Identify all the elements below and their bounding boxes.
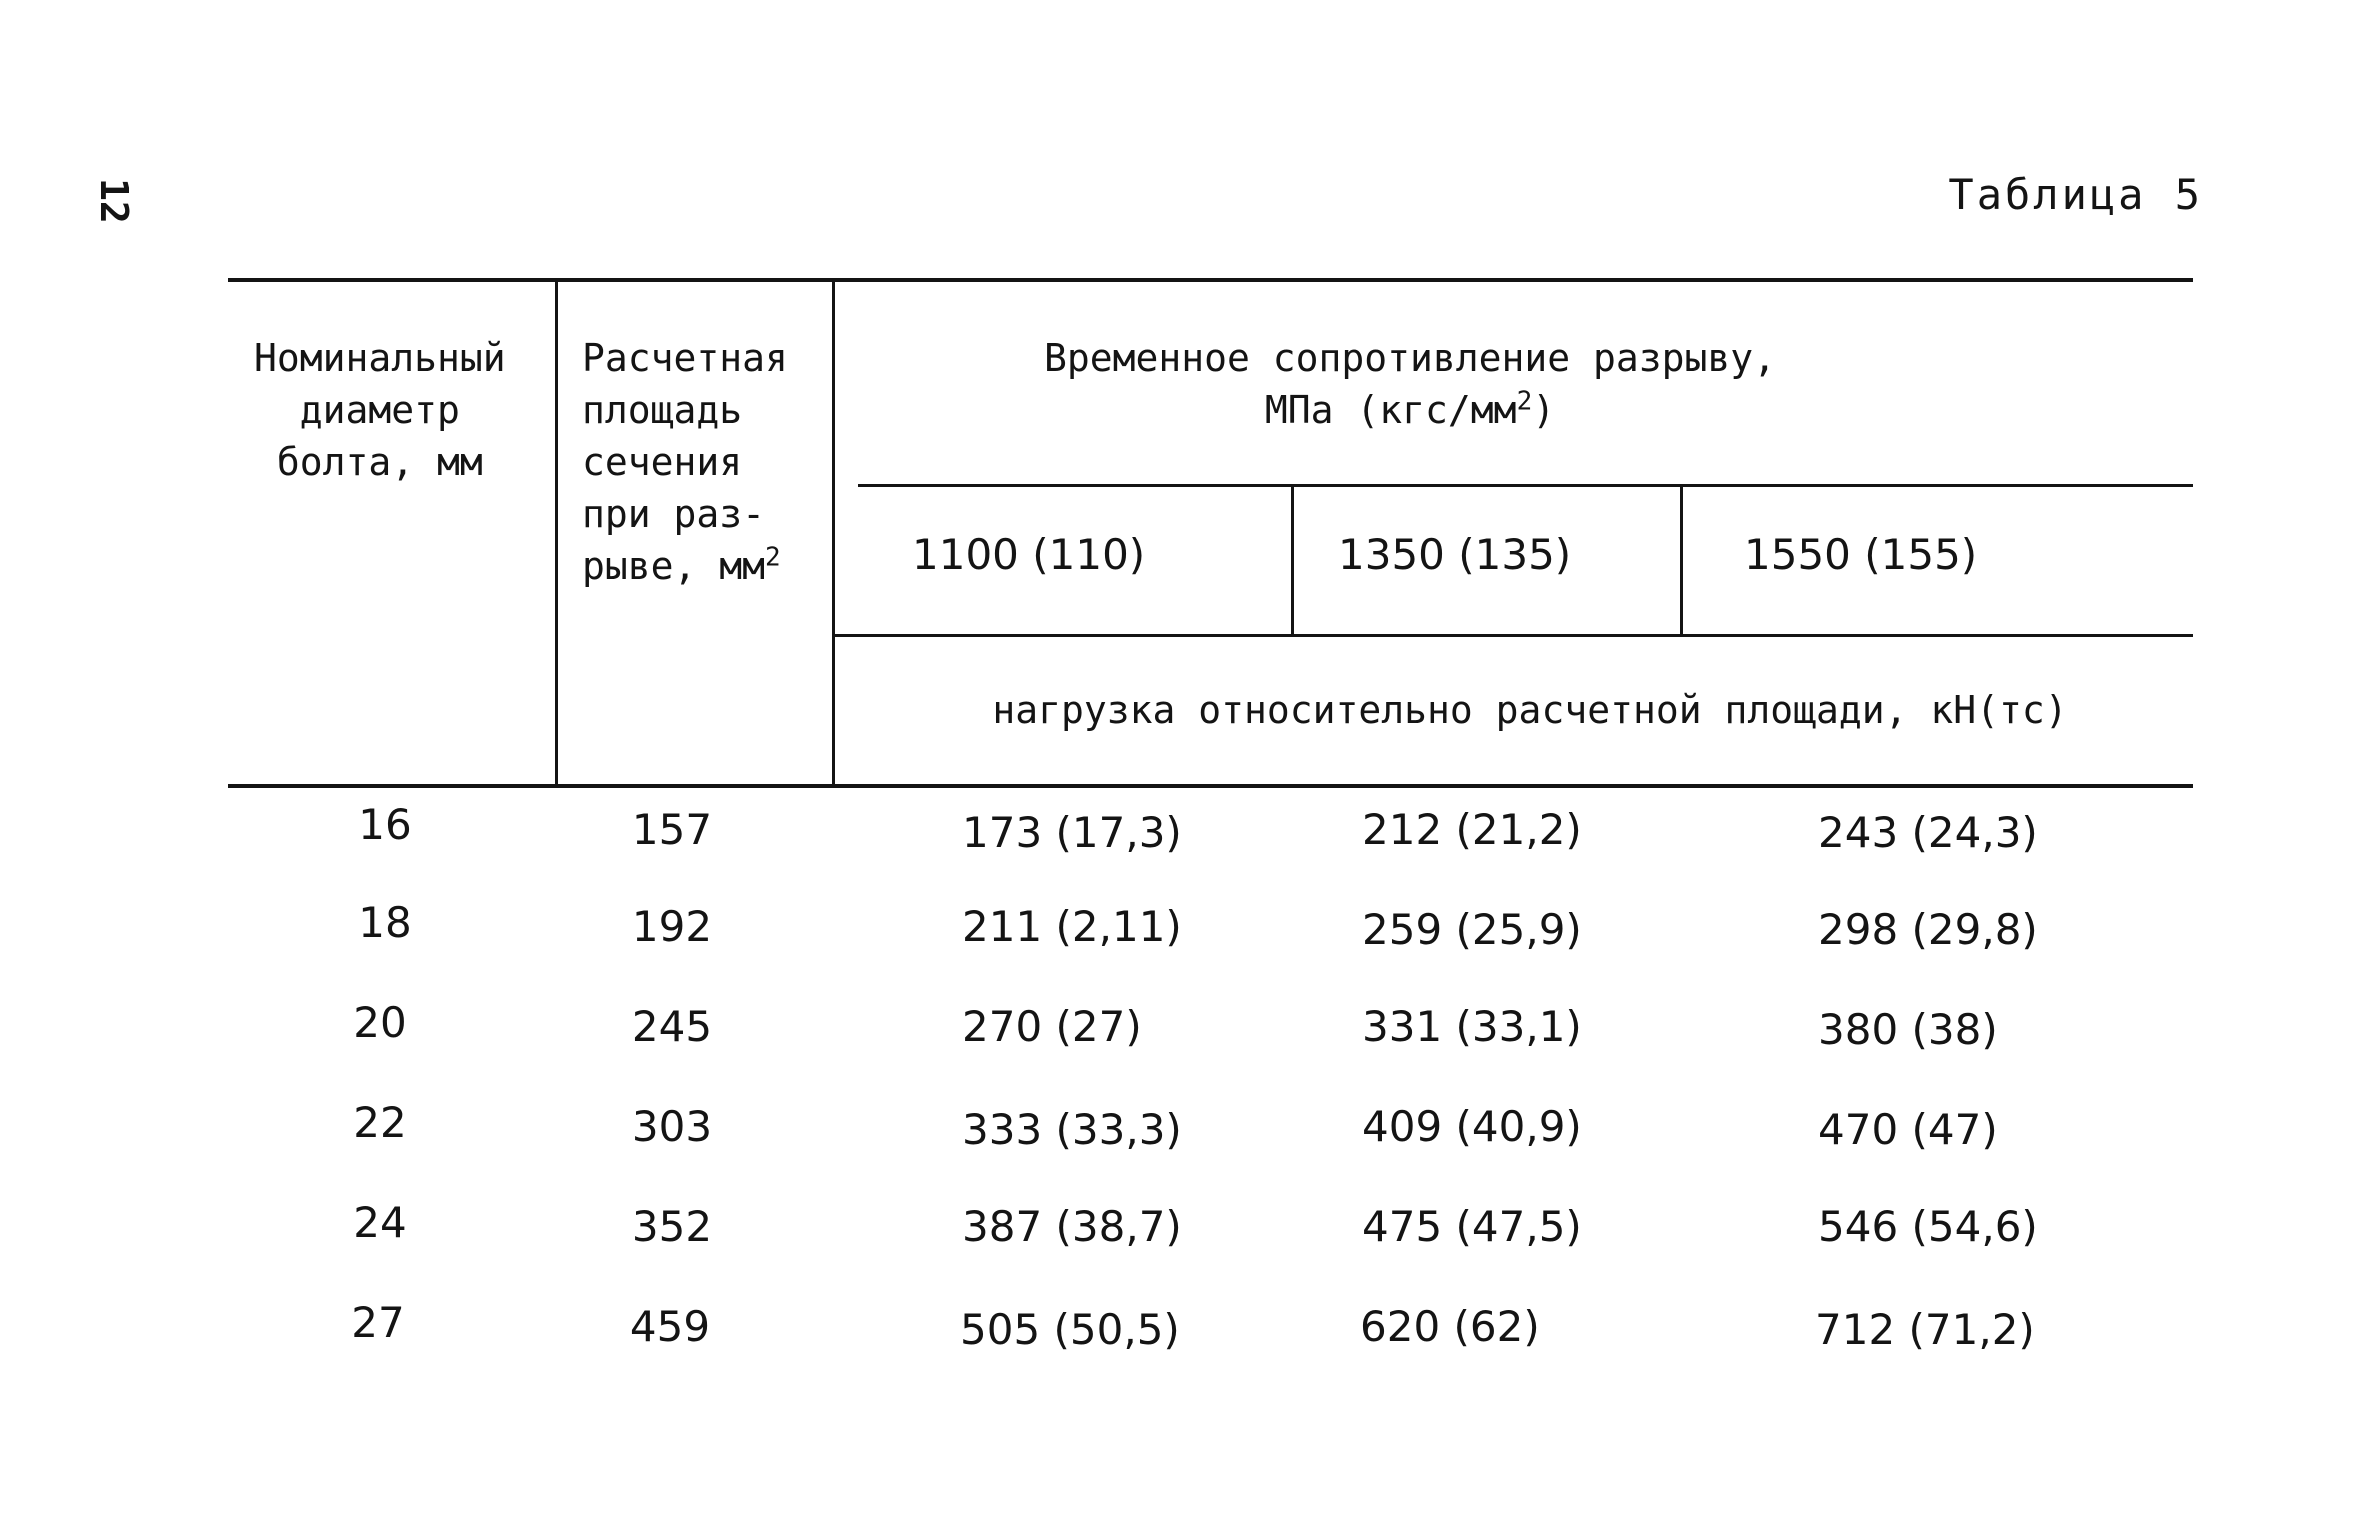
cell-load-1100: 173 (17,3) (962, 808, 1182, 857)
cell-load-1100: 270 (27) (962, 1002, 1142, 1051)
table-caption: Таблица 5 (1948, 170, 2203, 219)
col1-divider (555, 280, 558, 786)
header-strength-1550: 1550 (155) (1744, 530, 1978, 579)
cell-load-1100: 387 (38,7) (962, 1202, 1182, 1251)
cell-load-1350: 331 (33,1) (1362, 1002, 1582, 1051)
cell-area: 303 (631, 1102, 713, 1151)
cell-load-1550: 380 (38) (1818, 1005, 1998, 1054)
cell-load-1550: 298 (29,8) (1818, 905, 2038, 954)
cell-load-1550: 712 (71,2) (1815, 1305, 2035, 1354)
header-strength-1100: 1100 (110) (912, 530, 1146, 579)
header-tensile-strength-close: ) (1532, 388, 1556, 432)
cell-load-1100: 211 (2,11) (962, 902, 1182, 951)
header-tensile-strength-text: Временное сопротивление разрыву, (1043, 336, 1777, 380)
cell-load-1350: 409 (40,9) (1362, 1102, 1582, 1151)
cell-load-1550: 243 (24,3) (1818, 808, 2038, 857)
cell-diameter: 27 (351, 1298, 405, 1347)
header-calculated-area-text: Расчетная площадь сечения при раз- рыве, мм (582, 336, 788, 588)
cell-load-1350: 259 (25,9) (1362, 905, 1582, 954)
cell-load-1350: 620 (62) (1360, 1302, 1540, 1351)
cell-diameter: 20 (353, 998, 407, 1047)
header-tensile-strength-unit: МПа (кгс/мм (1264, 388, 1517, 432)
cell-load-1100: 505 (50,5) (960, 1305, 1180, 1354)
cell-area: 157 (631, 805, 713, 854)
cell-load-1350: 212 (21,2) (1362, 805, 1582, 854)
cell-load-1550: 546 (54,6) (1818, 1202, 2038, 1251)
subheader-rule (858, 484, 2193, 487)
header-strength-1350: 1350 (135) (1338, 530, 1572, 579)
header-tensile-strength-sup: 2 (1516, 386, 1533, 417)
cell-diameter: 18 (358, 898, 412, 947)
cell-area: 245 (631, 1002, 713, 1051)
cell-load-1350: 475 (47,5) (1362, 1202, 1582, 1251)
header-calculated-area-sup: 2 (765, 542, 781, 573)
table-top-rule (228, 278, 2193, 282)
cell-area: 192 (631, 902, 713, 951)
load-rule (834, 634, 2193, 637)
header-tensile-strength (1044, 332, 1776, 436)
cell-load-1550: 470 (47) (1818, 1105, 1998, 1154)
header-load: нагрузка относительно расчетной площади, кН(тс) (992, 688, 2068, 732)
cell-diameter: 22 (353, 1098, 407, 1147)
header-calculated-area (582, 332, 788, 592)
sub2-divider (1680, 485, 1683, 635)
cell-diameter: 24 (353, 1198, 407, 1247)
cell-area: 459 (629, 1302, 711, 1351)
cell-diameter: 16 (358, 800, 412, 849)
col2-divider (832, 280, 835, 786)
page-number: 12 (92, 178, 136, 224)
cell-area: 352 (631, 1202, 713, 1251)
cell-load-1100: 333 (33,3) (962, 1105, 1182, 1154)
header-nominal-diameter: Номинальный диаметр болта, мм (254, 336, 506, 484)
sub1-divider (1291, 485, 1294, 635)
header-bottom-rule (228, 784, 2193, 788)
